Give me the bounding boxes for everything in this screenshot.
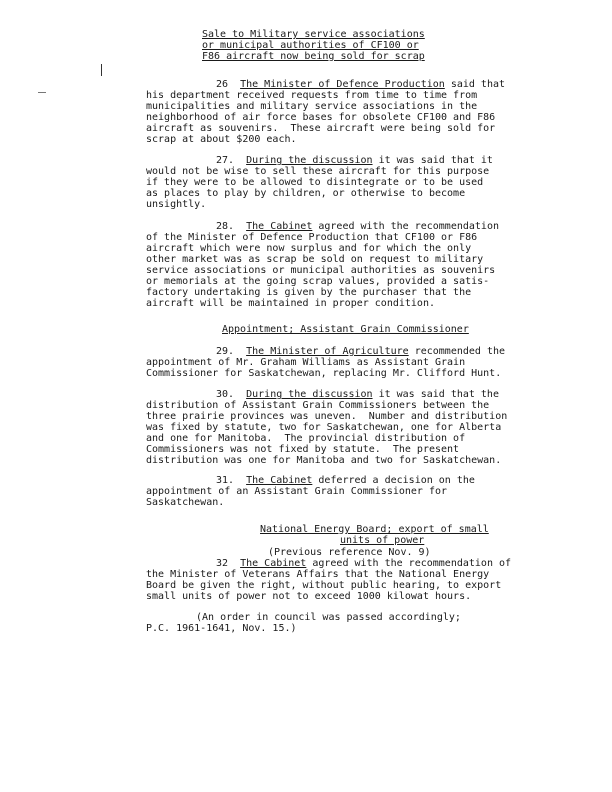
paragraph-line: aircraft as souvenirs. These aircraft were being sold for <box>146 123 496 134</box>
order-note-line: (An order in council was passed accordingly; <box>196 612 461 623</box>
paragraph-speaker: The Minister of Defence Production <box>240 79 445 90</box>
paragraph-line: small units of power not to exceed 1000 kilowat hours. <box>146 591 472 602</box>
section-heading-line: or municipal authorities of CF100 or <box>202 40 419 51</box>
paragraph-line: appointment of an Assistant Grain Commissioner for <box>146 486 448 497</box>
paragraph-first-line <box>216 155 493 166</box>
paragraph-first-line <box>216 221 499 232</box>
paragraph-line: factory undertaking is given by the purchaser that the <box>146 287 472 298</box>
paragraph-line: aircraft will be maintained in proper condition. <box>146 298 435 309</box>
paragraph-lead: it was said that it <box>372 155 493 166</box>
paragraph-line: three prairie provinces was uneven. Number and distribution <box>146 411 508 422</box>
paragraph-line: unsightly. <box>146 199 207 210</box>
paragraph-line: neighborhood of air force bases for obsolete CF100 and F86 <box>146 112 496 123</box>
previous-reference: (Previous reference Nov. 9) <box>268 547 431 558</box>
paragraph-line: Saskatchewan. <box>146 497 225 508</box>
margin-mark <box>101 64 102 76</box>
section-heading-line: Appointment; Assistant Grain Commissioner <box>222 324 469 335</box>
paragraph-line: Commissioners was not fixed by statute. The present <box>146 444 460 455</box>
paragraph-line: or memorials at the going scrap values, provided a satis- <box>146 276 490 287</box>
paragraph-number: 28. <box>216 221 235 232</box>
paragraph-line: distribution was one for Manitoba and two for Saskatchewan. <box>146 455 502 466</box>
paragraph-speaker: During the discussion <box>246 389 373 400</box>
paragraph-speaker: The Cabinet <box>246 221 313 232</box>
paragraph-first-line <box>216 79 505 90</box>
paragraph-number: 29. <box>216 346 235 357</box>
paragraph-lead: it was said that the <box>372 389 499 400</box>
paragraph-line: other market was as scrap be sold on request to military <box>146 254 484 265</box>
paragraph-number: 26 <box>216 79 229 90</box>
paragraph-line: would not be wise to sell these aircraft for this purpose <box>146 166 490 177</box>
paragraph-lead: agreed with the recommendation <box>312 221 499 232</box>
paragraph-line: and one for Manitoba. The provincial distribution of <box>146 433 466 444</box>
paragraph-speaker: The Cabinet <box>246 475 313 486</box>
margin-mark <box>38 92 46 93</box>
paragraph-line: Commissioner for Saskatchewan, replacing Mr. Clifford Hunt. <box>146 368 502 379</box>
paragraph-number: 30. <box>216 389 235 400</box>
paragraph-speaker: The Cabinet <box>240 558 307 569</box>
section-heading-line: National Energy Board; export of small <box>260 524 489 535</box>
paragraph-number: 31. <box>216 475 235 486</box>
paragraph-lead: agreed with the recommendation of <box>306 558 512 569</box>
paragraph-line: Board be given the right, without public hearing, to export <box>146 580 502 591</box>
paragraph-first-line <box>216 558 511 569</box>
paragraph-first-line <box>216 475 475 486</box>
paragraph-line: of the Minister of Defence Production that CF100 or F86 <box>146 232 478 243</box>
paragraph-first-line <box>216 346 505 357</box>
paragraph-lead: deferred a decision on the <box>312 475 475 486</box>
paragraph-first-line <box>216 389 499 400</box>
paragraph-line: distribution of Assistant Grain Commissioners between the <box>146 400 490 411</box>
section-heading-line: F86 aircraft now being sold for scrap <box>202 51 425 62</box>
paragraph-line: was fixed by statute, two for Saskatchewan, one for Alberta <box>146 422 502 433</box>
section-heading-line: Sale to Military service associations <box>202 29 425 40</box>
paragraph-line: his department received requests from time to time from <box>146 90 478 101</box>
paragraph-lead: said that <box>444 79 506 90</box>
paragraph-line: scrap at about $200 each. <box>146 134 297 145</box>
paragraph-line: as places to play by children, or otherwise to become <box>146 188 466 199</box>
paragraph-lead: recommended the <box>408 346 505 357</box>
paragraph-line: if they were to be allowed to disintegrate or to be used <box>146 177 484 188</box>
paragraph-line: the Minister of Veterans Affairs that the National Energy <box>146 569 490 580</box>
paragraph-line: service associations or municipal authorities as souvenirs <box>146 265 496 276</box>
paragraph-line: aircraft which were now surplus and for which the only <box>146 243 472 254</box>
order-note-line: P.C. 1961-1641, Nov. 15.) <box>146 623 297 634</box>
paragraph-speaker: During the discussion <box>246 155 373 166</box>
paragraph-line: appointment of Mr. Graham Williams as Assistant Grain <box>146 357 466 368</box>
section-heading-line: units of power <box>340 535 425 546</box>
paragraph-line: municipalities and military service associations in the <box>146 101 478 112</box>
paragraph-number: 27. <box>216 155 235 166</box>
paragraph-speaker: The Minister of Agriculture <box>246 346 409 357</box>
paragraph-number: 32 <box>216 558 229 569</box>
